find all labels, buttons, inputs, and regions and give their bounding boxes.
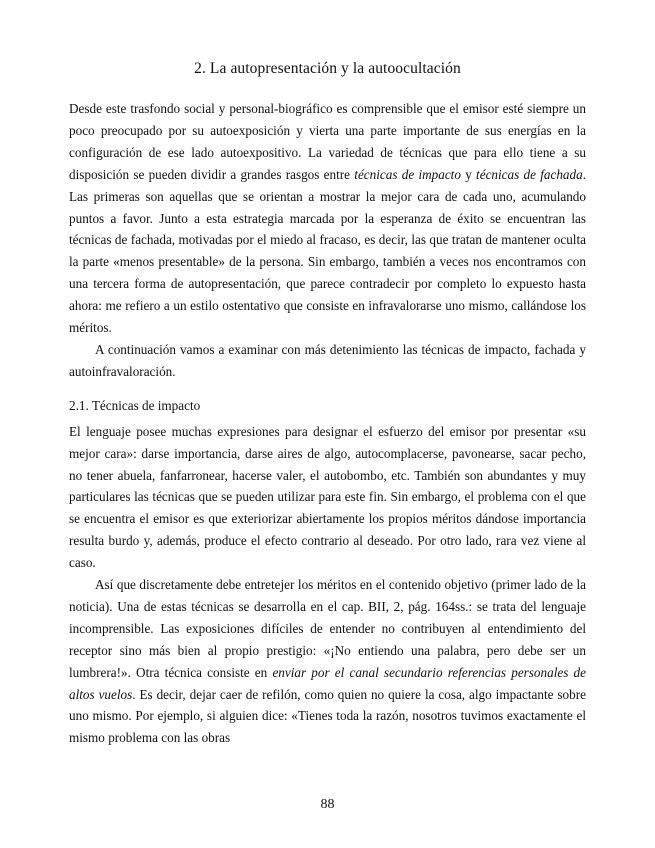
chapter-section-title: 2. La autopresentación y la autoocultación bbox=[194, 60, 461, 77]
body-text bbox=[69, 98, 586, 749]
paragraph-language: El lenguaje posee muchas expresiones para designar el esfuerzo del emisor por presentar «su mejor cara»: darse importancia, darse aires de algo, autocomplacerse, pavonearse, sacar pecho, no tener abuela, fanfarronear, hacerse valer, el autobombo, etc. También son abundantes y muy particulares las técnicas que se pueden utilizar para este fin. Sin embargo, el problema con el que se encuentra el emisor es que exteriorizar abiertamente los propios méritos dándose importancia resulta burdo y, además, produce el efecto contrario al deseado. Por otro lado, rara vez viene al caso. bbox=[69, 423, 586, 571]
paragraph-intro bbox=[69, 98, 586, 339]
text-run: Desde este trasfondo social y personal-biográfico es comprensible que el emisor esté siempre un poco preocupado por su autoexposición y vierta una parte importante de sus energías en la configuración de ese lado autoexpositivo. La variedad de técnicas que para ello tiene a su disposición se pueden dividir a grandes rasgos entre bbox=[69, 101, 586, 182]
text-run: . Es decir, dejar caer de refilón, como quien no quiere la cosa, algo impactante sobre uno mismo. Por ejemplo, si alguien dice: «Tienes toda la razón, nosotros tuvimos exactamente el mismo problema con las obras bbox=[69, 686, 586, 746]
text-run: y bbox=[460, 166, 477, 182]
subsection-heading: 2.1. Técnicas de impacto bbox=[69, 397, 201, 413]
document-page bbox=[69, 0, 586, 848]
text-run: Así que discretamente debe entretejer los méritos en el contenido objetivo (primer lado de la noticia). Una de estas técnicas se desarrolla en el cap. BII, 2, pág. 164ss.: se trata del lenguaje incomprensible. Las exposiciones difíciles de entender no contribuyen al entendimiento del receptor sino más bien al propio prestigio: «¡No entiendo una palabra, pero debe ser un lumbrera!». Otra técnica consiste en bbox=[69, 577, 586, 680]
emphasis-secondary-channel: enviar por el canal secundario referencias personales de altos vuelos bbox=[69, 664, 586, 702]
page-number: 88 bbox=[320, 797, 335, 812]
paragraph-continuation: A continuación vamos a examinar con más detenimiento las técnicas de impacto, fachada y autoinfravaloración. bbox=[69, 341, 586, 379]
emphasis-facade-techniques: técnicas de fachada bbox=[476, 166, 583, 182]
text-run: . Las primeras son aquellas que se orientan a mostrar la mejor cara de cada uno, acumulando puntos a favor. Junto a esta estrategia marcada por la esperanza de éxito se encuentran las técnicas de fachada, motivadas por el miedo al fracaso, es decir, las que tratan de mantener oculta la parte «menos presentable» de la persona. Sin embargo, también a veces nos encontramos con una tercera forma de autopresentación, que parece contradecir por completo lo expuesto hasta ahora: me refiero a un estilo ostentativo que consiste en infravalorarse uno mismo, callándose los méritos. bbox=[69, 166, 586, 336]
emphasis-impact-techniques: técnicas de impacto bbox=[354, 166, 461, 182]
paragraph-techniques bbox=[69, 574, 586, 749]
